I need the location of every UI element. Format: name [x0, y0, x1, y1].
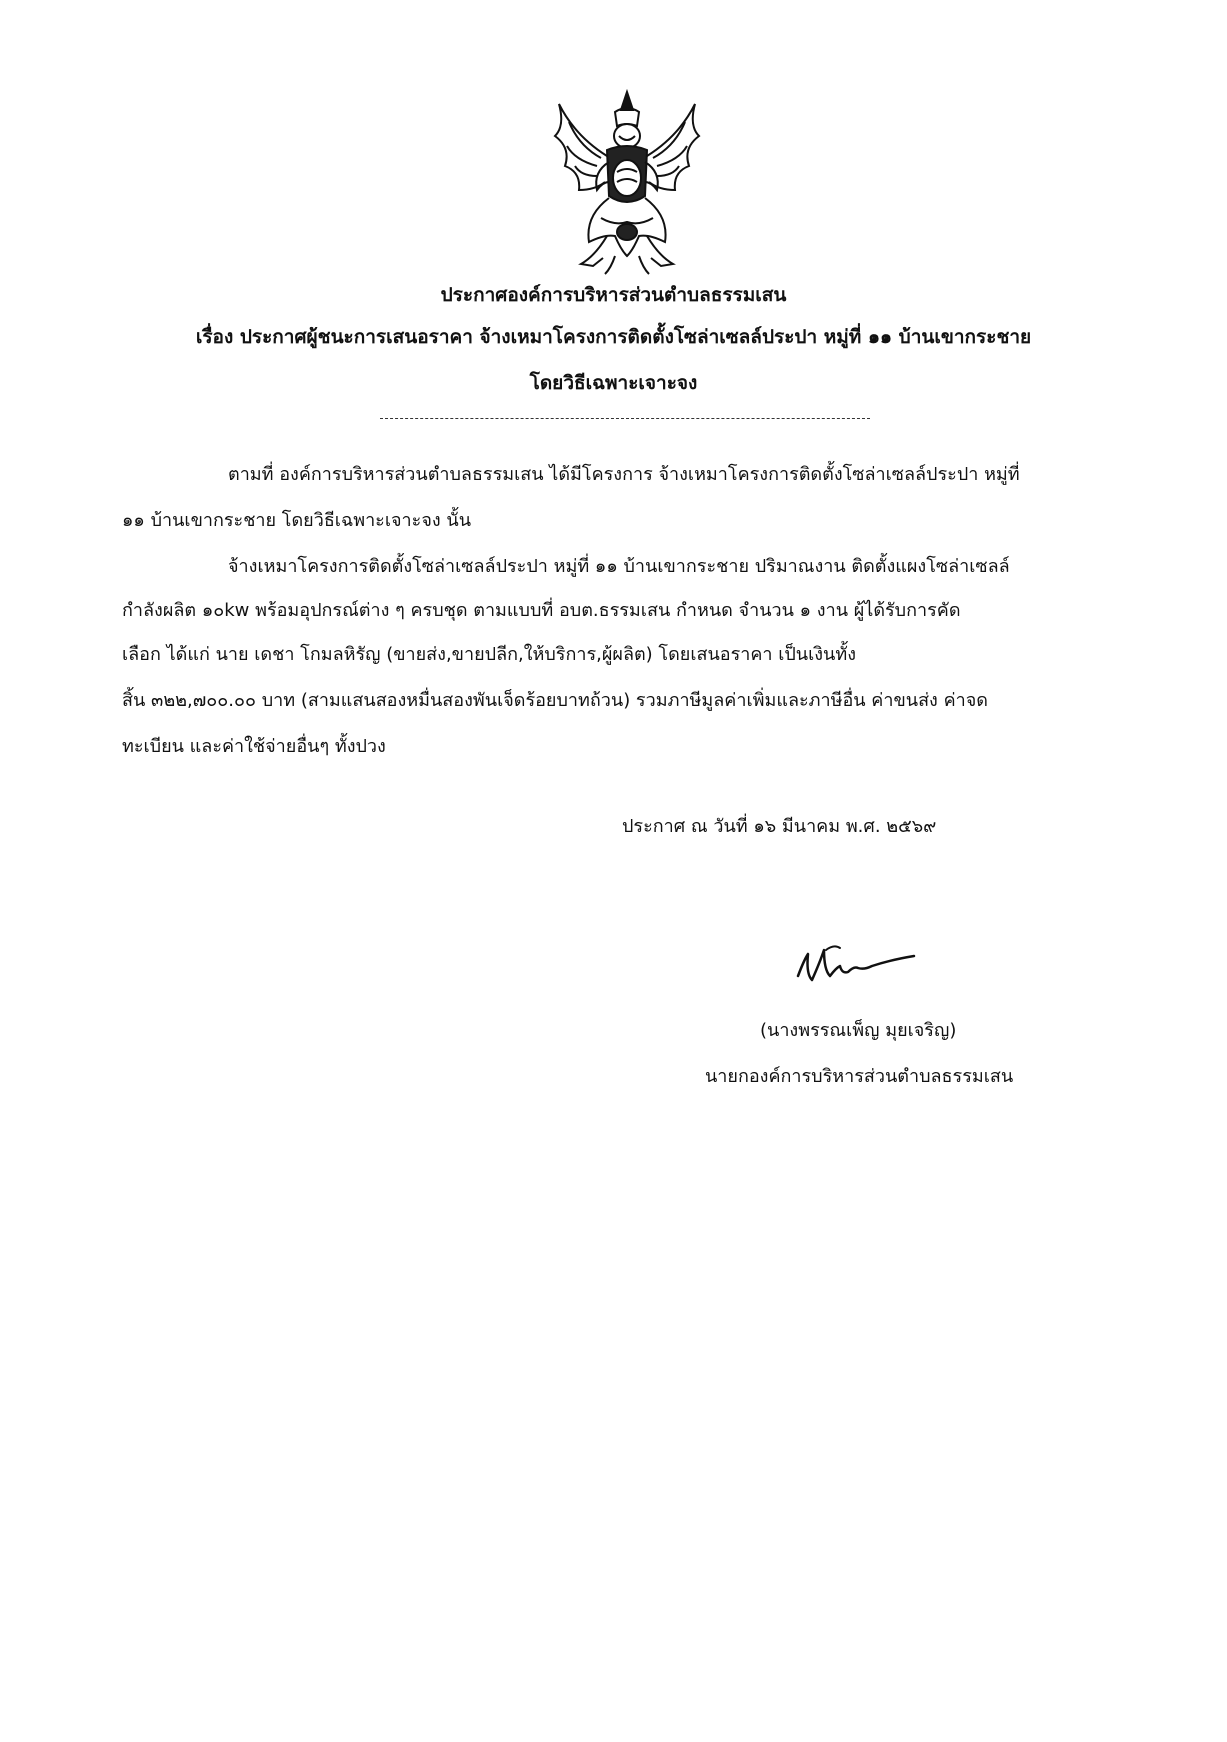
paragraph-2-line-1: จ้างเหมาโครงการติดตั้งโซล่าเซลล์ประปา หมู่ที่ ๑๑ บ้านเขากระชาย ปริมาณงาน ติดตั้งแผงโซล่าเซลล์ — [228, 556, 1010, 577]
paragraph-1-line-1: ตามที่ องค์การบริหารส่วนตำบลธรรมเสน ได้มีโครงการ จ้างเหมาโครงการติดตั้งโซล่าเซลล์ประปา หมู่ที่ — [228, 464, 1020, 485]
paragraph-2-line-4: สิ้น ๓๒๒,๗๐๐.๐๐ บาท (สามแสนสองหมื่นสองพันเจ็ดร้อยบาทถ้วน) รวมภาษีมูลค่าเพิ่มและภาษีอื่น ค่าขนส่ง ค่าจด — [122, 690, 988, 711]
paragraph-1-line-2: ๑๑ บ้านเขากระชาย โดยวิธีเฉพาะเจาะจง นั้น — [122, 510, 471, 531]
divider — [380, 418, 870, 419]
announcement-method: โดยวิธีเฉพาะเจาะจง — [529, 372, 698, 394]
handwritten-signature-icon — [790, 940, 940, 990]
announcement-subject: เรื่อง ประกาศผู้ชนะการเสนอราคา จ้างเหมาโครงการติดตั้งโซล่าเซลล์ประปา หมู่ที่ ๑๑ บ้านเขากระชาย — [195, 326, 1032, 348]
paragraph-2-line-2: กำลังผลิต ๑๐kw พร้อมอุปกรณ์ต่าง ๆ ครบชุด ตามแบบที่ อบต.ธรรมเสน กำหนด จำนวน ๑ งาน ผู้ได้รับการคัด — [122, 600, 961, 621]
announcement-title: ประกาศองค์การบริหารส่วนตำบลธรรมเสน — [440, 284, 787, 306]
announcement-date: ประกาศ ณ วันที่ ๑๖ มีนาคม พ.ศ. ๒๕๖๙ — [622, 816, 937, 837]
signatory-name: (นางพรรณเพ็ญ มุยเจริญ) — [760, 1020, 957, 1041]
paragraph-2-line-3: เลือก ได้แก่ นาย เดชา โกมลหิรัญ (ขายส่ง,ขายปลีก,ให้บริการ,ผู้ผลิต) โดยเสนอราคา เป็นเงินทั้ง — [122, 644, 857, 665]
signatory-position: นายกองค์การบริหารส่วนตำบลธรรมเสน — [705, 1066, 1014, 1087]
paragraph-2-line-5: ทะเบียน และค่าใช้จ่ายอื่นๆ ทั้งปวง — [122, 736, 386, 757]
garuda-emblem-icon — [545, 86, 709, 276]
